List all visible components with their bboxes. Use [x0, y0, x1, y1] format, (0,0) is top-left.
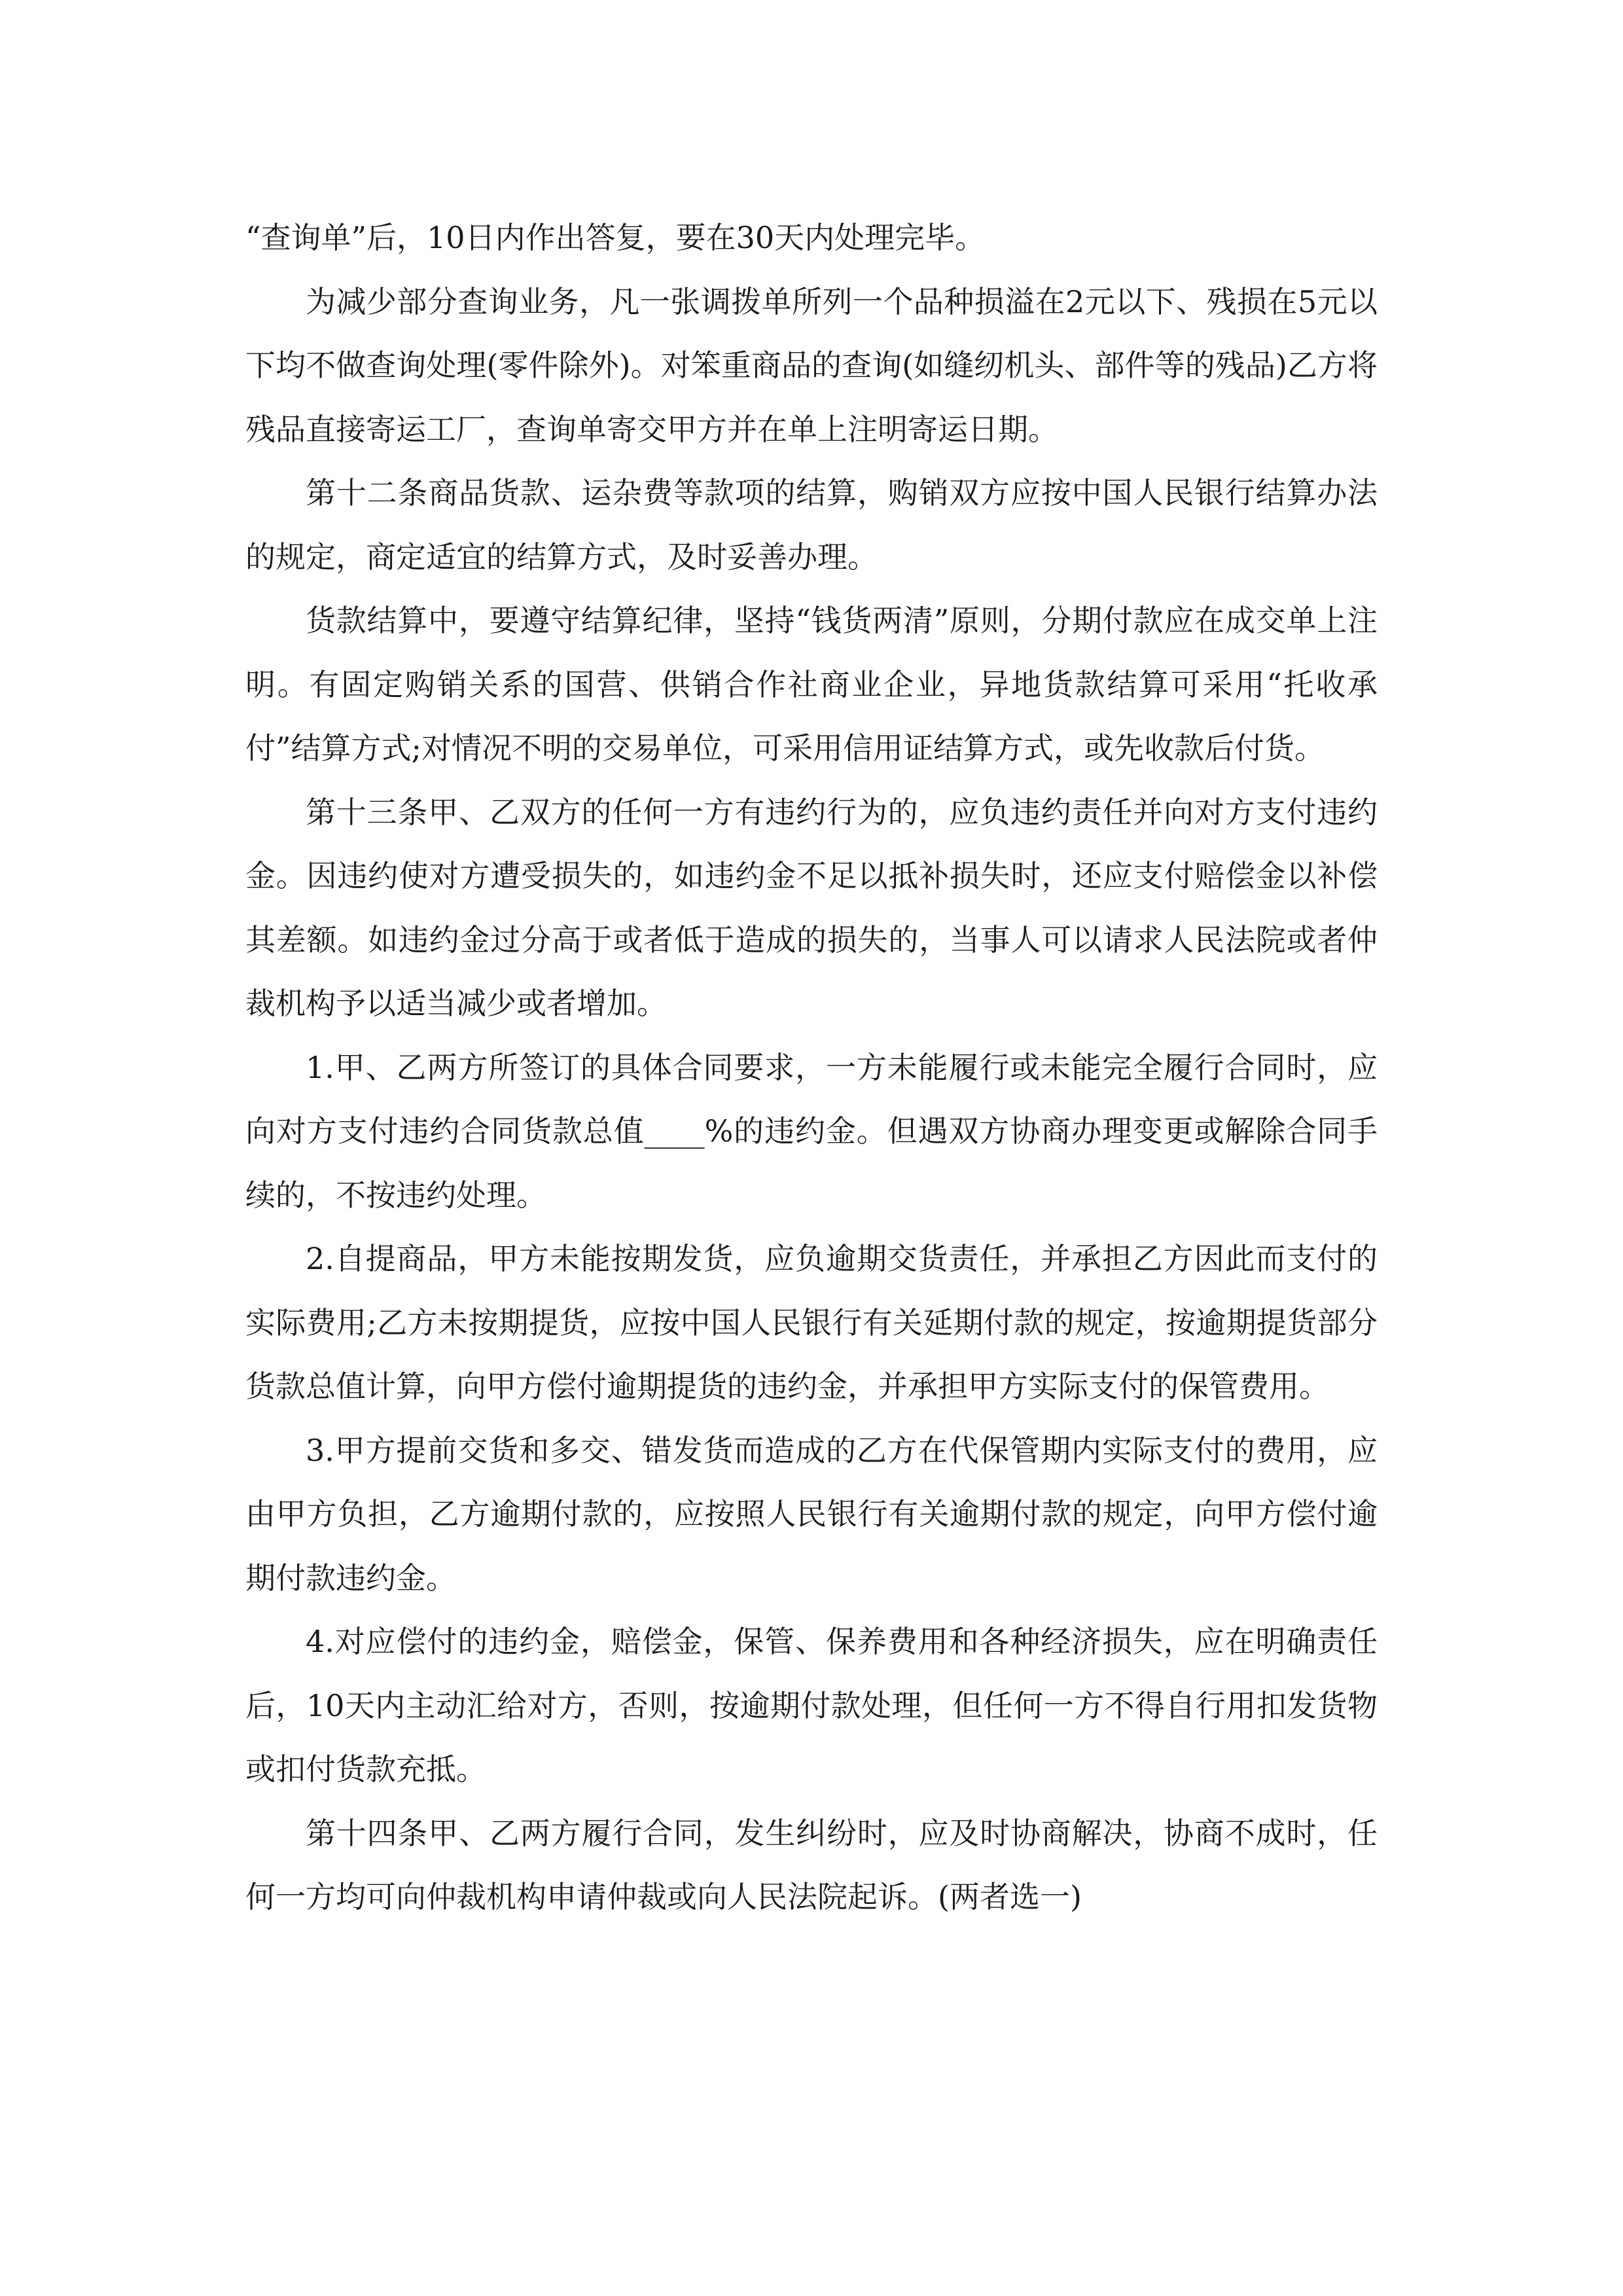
paragraph-item-4: 4.对应偿付的违约金，赔偿金，保管、保养费用和各种经济损失，应在明确责任后，10天内主动汇给对方，否则，按逾期付款处理，但任何一方不得自行用扣发货物或扣付货款充抵。	[245, 1624, 1378, 1787]
paragraph-article-14: 第十四条甲、乙两方履行合同，发生纠纷时，应及时协商解决，协商不成时，任何一方均可向仲裁机构申请仲裁或向人民法院起诉。(两者选一)	[245, 1815, 1378, 1914]
paragraph-settlement: 货款结算中，要遵守结算纪律，坚持“钱货两清”原则，分期付款应在成交单上注明。有固定购销关系的国营、供销合作社商业企业，异地货款结算可采用“托收承付”结算方式;对情况不明的交易单位，可采用信用证结算方式，或先收款后付货。	[245, 603, 1378, 766]
paragraph-item-1: 1.甲、乙两方所签订的具体合同要求，一方未能履行或未能完全履行合同时，应向对方支付违约合同货款总值____%的违约金。但遇双方协商办理变更或解除合同手续的，不按违约处理。	[245, 1049, 1378, 1213]
paragraph-item-2: 2.自提商品，甲方未能按期发货，应负逾期交货责任，并承担乙方因此而支付的实际费用;乙方未按期提货，应按中国人民银行有关延期付款的规定，按逾期提货部分货款总值计算，向甲方偿付逾期提货的违约金，并承担甲方实际支付的保管费用。	[245, 1241, 1378, 1404]
paragraph-article-13: 第十三条甲、乙双方的任何一方有违约行为的，应负违约责任并向对方支付违约金。因违约使对方遭受损失的，如违约金不足以抵补损失时，还应支付赔偿金以补偿其差额。如违约金过分高于或者低于造成的损失的，当事人可以请求人民法院或者仲裁机构予以适当减少或者增加。	[245, 794, 1378, 1021]
paragraph-item-3: 3.甲方提前交货和多交、错发货而造成的乙方在代保管期内实际支付的费用，应由甲方负担，乙方逾期付款的，应按照人民银行有关逾期付款的规定，向甲方偿付逾期付款违约金。	[245, 1432, 1378, 1596]
paragraph-article-12: 第十二条商品货款、运杂费等款项的结算，购销双方应按中国人民银行结算办法的规定，商定适宜的结算方式，及时妥善办理。	[245, 475, 1378, 575]
paragraph-continuation: “查询单”后，10日内作出答复，要在30天内处理完毕。	[245, 220, 986, 255]
paragraph-inquiry-exemption: 为减少部分查询业务，凡一张调拨单所列一个品种损溢在2元以下、残损在5元以下均不做查询处理(零件除外)。对笨重商品的查询(如缝纫机头、部件等的残品)乙方将残品直接寄运工厂，查询单寄交甲方并在单上注明寄运日期。	[245, 283, 1378, 447]
document-body	[245, 206, 1378, 1929]
